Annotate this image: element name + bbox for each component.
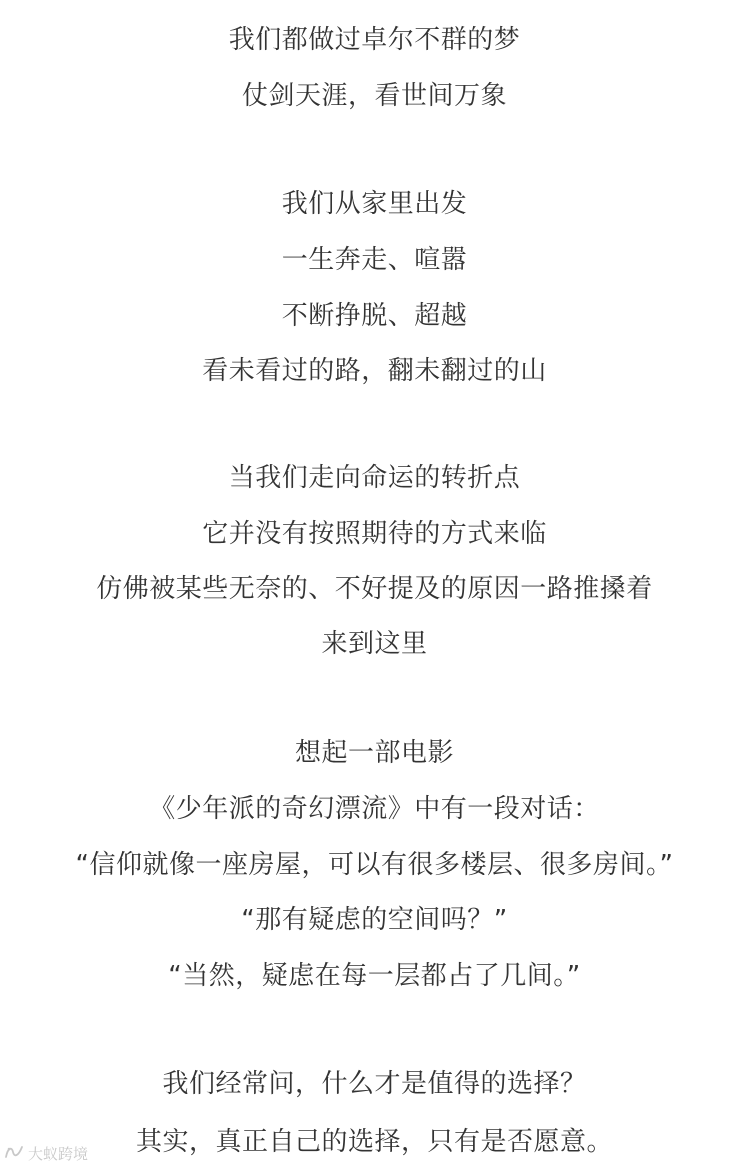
poem-line: “那有疑虑的空间吗？” xyxy=(241,905,508,935)
poem-line: 不断挣脱、超越 xyxy=(281,301,468,331)
poem-line: 当我们走向命运的转折点 xyxy=(228,463,521,493)
poem-line: 来到这里 xyxy=(321,629,428,659)
poem-line: 仗剑天涯，看世间万象 xyxy=(241,81,507,111)
poem-line: 《少年派的奇幻漂流》中有一段对话： xyxy=(149,794,600,824)
watermark xyxy=(4,1143,88,1164)
logo-mark-icon xyxy=(4,1145,24,1163)
poem-line: “当然，疑虑在每一层都占了几间。” xyxy=(168,961,581,991)
poem-line: 其实，真正自己的选择，只有是否愿意。 xyxy=(135,1127,613,1157)
poem-line: 它并没有按照期待的方式来临 xyxy=(202,519,547,549)
poem-line: 仿佛被某些无奈的、不好提及的原因一路推搡着 xyxy=(96,574,653,604)
poem-line: 看未看过的路，翻未翻过的山 xyxy=(202,356,547,386)
poem-line: 想起一部电影 xyxy=(294,738,454,768)
poem-line: 我们经常问，什么才是值得的选择？ xyxy=(162,1069,587,1099)
poem-line: “信仰就像一座房屋，可以有很多楼层、很多房间。” xyxy=(75,850,674,880)
poem-line: 我们都做过卓尔不群的梦 xyxy=(228,25,521,55)
poem-line: 我们从家里出发 xyxy=(281,189,468,219)
poem-line: 一生奔走、喧嚣 xyxy=(281,245,468,275)
watermark-text: 大蚁跨境 xyxy=(28,1145,89,1163)
